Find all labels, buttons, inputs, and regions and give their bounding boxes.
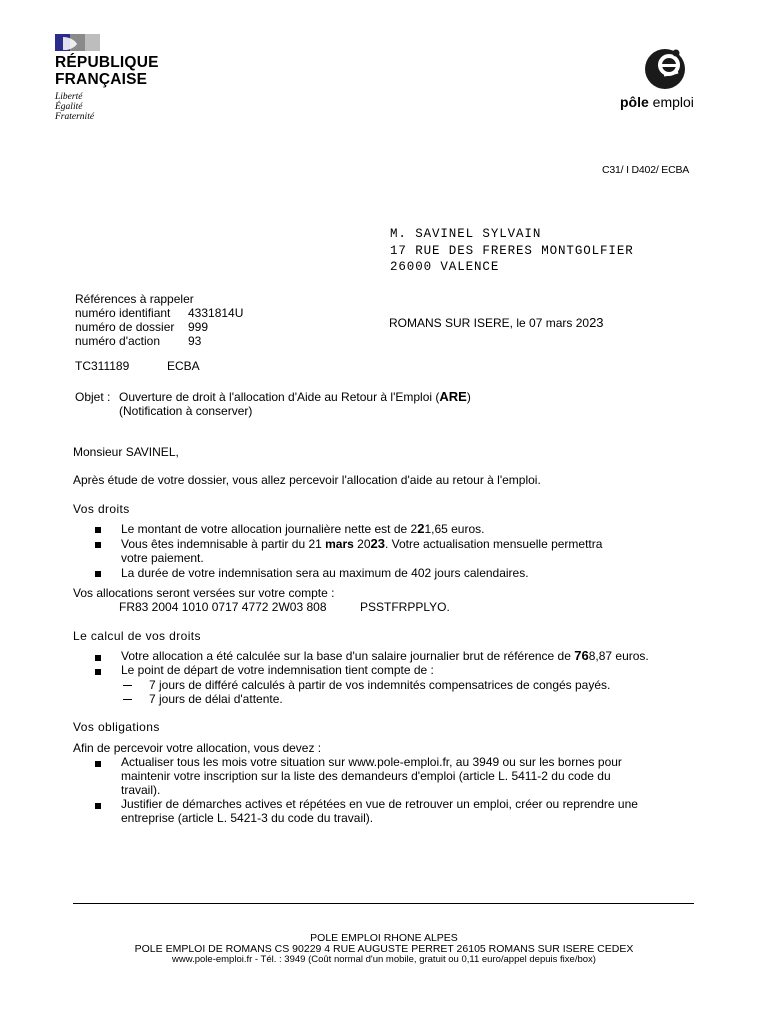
ref-label-identifiant: numéro identifiant bbox=[75, 306, 171, 320]
rf-title-line2: FRANÇAISE bbox=[55, 71, 148, 88]
droits-montant-text-c: 1,65 euros. bbox=[424, 522, 485, 536]
obligations-intro: Afin de percevoir votre allocation, vous devez : bbox=[73, 741, 322, 755]
calcul-salaire-text-b: 76 bbox=[574, 648, 589, 663]
bullet-square-icon bbox=[95, 803, 101, 809]
ref-value-dossier: 999 bbox=[188, 320, 209, 334]
calcul-bullet-depart: Le point de départ de votre indemnisation tient compte de : bbox=[121, 663, 434, 677]
rf-motto-liberte: Liberté bbox=[55, 92, 83, 102]
dash-icon bbox=[123, 685, 132, 686]
droits-date-year-suffix: 23 bbox=[370, 536, 385, 551]
droits-date-month: mars bbox=[325, 537, 354, 551]
account-bic: PSSTFRPPLYO. bbox=[360, 600, 450, 614]
footer-divider bbox=[73, 903, 694, 904]
recipient-name: M. SAVINEL SYLVAIN bbox=[390, 227, 542, 241]
place-date-text: ROMANS SUR ISERE, le 07 mars 20 bbox=[389, 316, 590, 330]
obligations-actualiser-line3: travail). bbox=[121, 783, 161, 797]
calcul-sub-delai: 7 jours de délai d'attente. bbox=[149, 692, 283, 706]
pole-emploi-wordmark bbox=[620, 94, 694, 110]
account-iban: FR83 2004 1010 0717 4772 2W03 808 bbox=[119, 600, 327, 614]
footer-line1: POLE EMPLOI RHONE ALPES bbox=[310, 932, 458, 944]
calcul-sub-differe: 7 jours de différé calculés à partir de vos indemnités compensatrices de congés payés. bbox=[149, 678, 611, 692]
droits-montant-text-a: Le montant de votre allocation journalière nette est de 2 bbox=[121, 522, 418, 536]
intro-paragraph: Après étude de votre dossier, vous allez percevoir l'allocation d'aide au retour à l'emploi. bbox=[73, 473, 541, 487]
bullet-square-icon bbox=[95, 761, 101, 767]
droits-bullet-duree: La durée de votre indemnisation sera au maximum de 402 jours calendaires. bbox=[121, 566, 529, 580]
recipient-address bbox=[390, 226, 634, 276]
account-intro: Vos allocations seront versées sur votre compte : bbox=[73, 586, 335, 600]
ref-label-dossier: numéro de dossier bbox=[75, 320, 175, 334]
pole-emploi-word-emploi: emploi bbox=[652, 94, 694, 110]
calcul-bullet-salaire bbox=[121, 649, 649, 663]
obligations-actualiser-line2: maintenir votre inscription sur la liste des demandeurs d'emploi (article L. 5411-2 du code du bbox=[121, 769, 611, 783]
place-date-year-suffix: 23 bbox=[589, 315, 604, 330]
pole-emploi-logo bbox=[618, 44, 713, 116]
droits-bullet-montant bbox=[121, 522, 484, 536]
section-heading-obligations: Vos obligations bbox=[73, 720, 160, 734]
object-label: Objet : bbox=[75, 390, 111, 404]
republique-francaise-logo bbox=[55, 34, 165, 124]
ref-code-ecba: ECBA bbox=[167, 359, 200, 373]
marianne-icon bbox=[55, 34, 101, 51]
bullet-square-icon bbox=[95, 669, 101, 675]
pole-emploi-e-icon bbox=[640, 44, 690, 92]
recipient-street: 17 RUE DES FRERES MONTGOLFIER bbox=[390, 243, 634, 258]
rf-title-line1: RÉPUBLIQUE bbox=[55, 54, 159, 71]
document-code: C31/ I D402/ ECBA bbox=[602, 164, 690, 176]
droits-date-text-e: . Votre actualisation mensuelle permettra bbox=[384, 537, 603, 551]
ref-value-identifiant: 4331814U bbox=[188, 306, 244, 320]
object-note: (Notification à conserver) bbox=[119, 404, 253, 418]
recipient-city: 26000 VALENCE bbox=[390, 260, 500, 274]
rf-motto-egalite: Égalité bbox=[55, 102, 83, 112]
droits-bullet-date bbox=[121, 537, 602, 551]
object-acronym: ARE bbox=[439, 389, 467, 404]
droits-date-line2: votre paiement. bbox=[121, 551, 204, 565]
ref-label-action: numéro d'action bbox=[75, 334, 161, 348]
pole-emploi-word-pole: pôle bbox=[620, 94, 649, 110]
bullet-square-icon bbox=[95, 527, 101, 533]
section-heading-calcul: Le calcul de vos droits bbox=[73, 629, 201, 643]
bullet-square-icon bbox=[95, 571, 101, 577]
bullet-square-icon bbox=[95, 542, 101, 548]
section-heading-droits: Vos droits bbox=[73, 502, 130, 516]
droits-montant-text-b: 2 bbox=[417, 521, 425, 536]
calcul-salaire-text-a: Votre allocation a été calculée sur la base d'un salaire journalier brut de référence de bbox=[121, 649, 575, 663]
bullet-square-icon bbox=[95, 655, 101, 661]
droits-date-text-c: 20 bbox=[353, 537, 371, 551]
ref-code-tc: TC311189 bbox=[75, 359, 130, 373]
footer-line2: POLE EMPLOI DE ROMANS CS 90229 4 RUE AUGUSTE PERRET 26105 ROMANS SUR ISERE CEDEX bbox=[134, 943, 634, 955]
dash-icon bbox=[123, 699, 132, 700]
obligations-actualiser-line1: Actualiser tous les mois votre situation sur www.pole-emploi.fr, au 3949 ou sur les bornes pour bbox=[121, 755, 622, 769]
place-and-date bbox=[389, 316, 604, 330]
droits-date-text-a: Vous êtes indemnisable à partir du 21 bbox=[121, 537, 326, 551]
references-title: Références à rappeler bbox=[75, 292, 194, 306]
object-text-main: Ouverture de droit à l'allocation d'Aide au Retour à l'Emploi ( bbox=[119, 390, 440, 404]
obligations-justifier-line1: Justifier de démarches actives et répétées en vue de retrouver un emploi, créer ou reprendre une bbox=[121, 797, 638, 811]
rf-motto-fraternite: Fraternité bbox=[55, 112, 95, 122]
ref-value-action: 93 bbox=[188, 334, 202, 348]
salutation: Monsieur SAVINEL, bbox=[73, 445, 179, 459]
footer-line3: www.pole-emploi.fr - Tél. : 3949 (Coût normal d'un mobile, gratuit ou 0,11 euro/appel depuis fixe/box) bbox=[172, 954, 596, 965]
obligations-justifier-line2: entreprise (article L. 5421-3 du code du travail). bbox=[121, 811, 374, 825]
object-text-close: ) bbox=[466, 390, 471, 404]
calcul-salaire-text-c: 8,87 euros. bbox=[588, 649, 649, 663]
object-text bbox=[119, 390, 471, 404]
